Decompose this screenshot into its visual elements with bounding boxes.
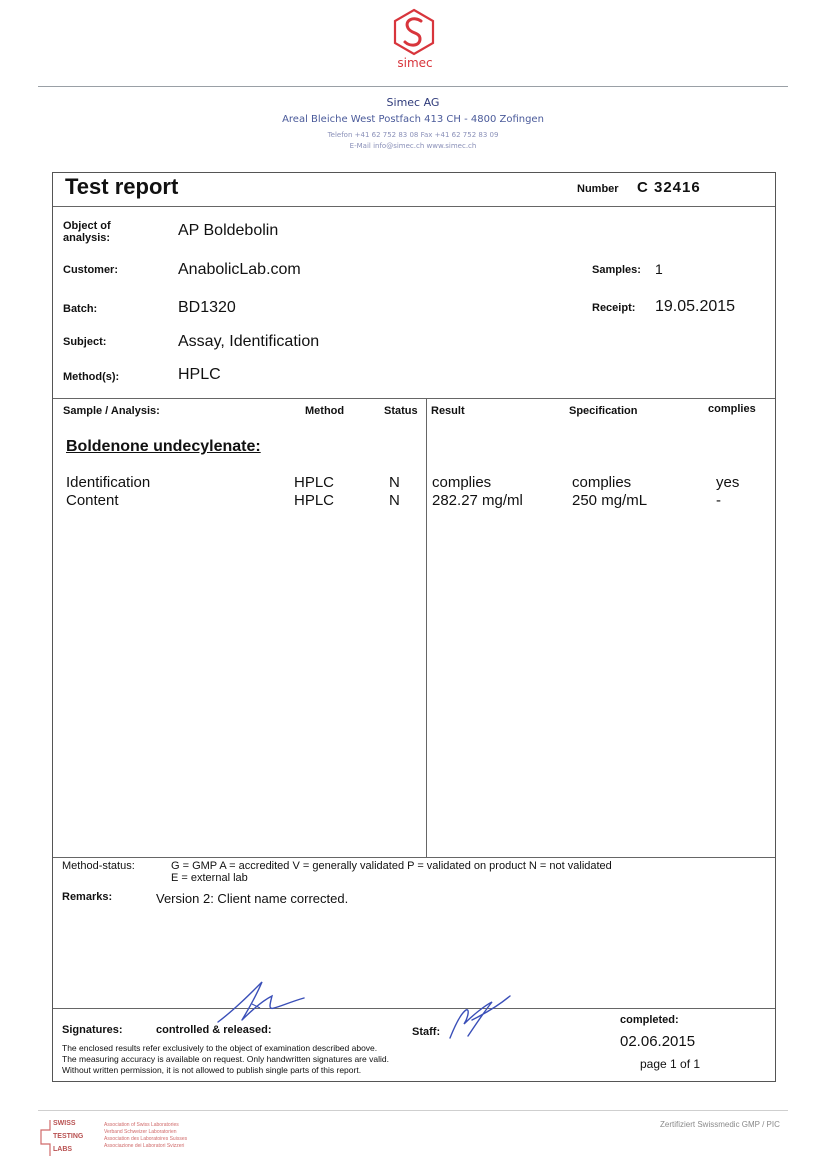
title-divider bbox=[53, 206, 775, 207]
table-row-2-specification: 250 mg/mL bbox=[572, 492, 648, 509]
association-line-2: Verband Schweizer Laboratorien bbox=[104, 1129, 177, 1135]
association-line-1: Association of Swiss Laboratories bbox=[104, 1122, 179, 1128]
header-specification: Specification bbox=[569, 405, 638, 417]
header-result: Result bbox=[431, 405, 465, 417]
logo-wordmark: simec bbox=[397, 56, 433, 70]
table-column-divider bbox=[426, 398, 427, 857]
table-row-1-complies: yes bbox=[716, 474, 740, 491]
header-complies: complies bbox=[708, 403, 756, 415]
report-number: C 32416 bbox=[637, 179, 701, 196]
header-divider bbox=[38, 86, 788, 87]
completed-date: 02.06.2015 bbox=[620, 1033, 696, 1050]
remarks-divider bbox=[53, 1008, 775, 1009]
association-line-4: Associazione dei Laboratori Svizzeri bbox=[104, 1143, 185, 1149]
method-status-legend-2: E = external lab bbox=[171, 872, 248, 884]
table-row-1-analysis: Identification bbox=[66, 474, 151, 491]
testing-text: TESTING bbox=[53, 1133, 84, 1140]
section-title: Boldenone undecylenate: bbox=[66, 438, 261, 455]
table-row-2-result: 282.27 mg/ml bbox=[432, 492, 523, 509]
controlled-released-label: controlled & released: bbox=[156, 1024, 272, 1036]
customer-value: AnabolicLab.com bbox=[178, 261, 301, 278]
company-email: E-Mail info@simec.ch www.simec.ch bbox=[349, 142, 477, 150]
batch-label: Batch: bbox=[63, 303, 98, 315]
report-title: Test report bbox=[65, 174, 179, 199]
company-address: Areal Bleiche West Postfach 413 CH - 4800 Zofingen bbox=[282, 114, 544, 125]
swiss-testing-labs-logo bbox=[40, 1118, 100, 1158]
signatures-label: Signatures: bbox=[62, 1024, 123, 1036]
subject-label: Subject: bbox=[63, 336, 107, 348]
company-name: Simec AG bbox=[386, 96, 440, 109]
association-names bbox=[104, 1122, 187, 1150]
staff-signature bbox=[444, 994, 514, 1042]
disclaimer-line-1: The enclosed results refer exclusively to the object of examination described above. bbox=[62, 1043, 378, 1053]
controller-signature bbox=[212, 976, 308, 1028]
object-label: Object of analysis: bbox=[63, 220, 111, 244]
labs-text: LABS bbox=[53, 1146, 73, 1153]
table-row-2-complies: - bbox=[716, 492, 721, 509]
samples-value: 1 bbox=[655, 261, 663, 277]
simec-logo-icon bbox=[392, 8, 436, 56]
batch-value: BD1320 bbox=[178, 299, 236, 316]
table-row-2-analysis: Content bbox=[66, 492, 119, 509]
header-method: Method bbox=[305, 405, 345, 417]
object-value: AP Boldebolin bbox=[178, 222, 279, 239]
table-row-2-method: HPLC bbox=[294, 492, 335, 509]
table-row-2-status: N bbox=[389, 492, 400, 509]
method-status-label: Method-status: bbox=[62, 860, 135, 872]
table-divider bbox=[53, 857, 775, 858]
swiss-text: SWISS bbox=[53, 1120, 76, 1127]
completed-label: completed: bbox=[620, 1014, 679, 1026]
table-row-1-method: HPLC bbox=[294, 474, 335, 491]
disclaimer-line-2: The measuring accuracy is available on request. Only handwritten signatures are valid. bbox=[62, 1054, 389, 1064]
report-number-label: Number bbox=[577, 183, 619, 195]
method-status-legend: G = GMP A = accredited V = generally validated P = validated on product N = not validated bbox=[171, 860, 612, 872]
header-sample-analysis: Sample / Analysis: bbox=[63, 405, 160, 417]
methods-value: HPLC bbox=[178, 366, 221, 383]
association-line-3: Association des Laboratoires Suisses bbox=[104, 1136, 188, 1142]
remarks-label: Remarks: bbox=[62, 891, 113, 903]
samples-label: Samples: bbox=[592, 264, 641, 276]
table-row-1-result: complies bbox=[432, 474, 492, 491]
disclaimer-line-3: Without written permission, it is not allowed to publish single parts of this report. bbox=[62, 1065, 362, 1075]
receipt-value: 19.05.2015 bbox=[655, 298, 736, 315]
staff-label: Staff: bbox=[412, 1026, 441, 1038]
fields-divider bbox=[53, 398, 775, 399]
table-row-1-status: N bbox=[389, 474, 400, 491]
header-status: Status bbox=[384, 405, 418, 417]
receipt-label: Receipt: bbox=[592, 302, 636, 314]
certification-text: Zertifiziert Swissmedic GMP / PIC bbox=[660, 1120, 780, 1129]
table-row-1-specification: complies bbox=[572, 474, 632, 491]
remarks-text: Version 2: Client name corrected. bbox=[156, 891, 349, 906]
page-indicator: page 1 of 1 bbox=[640, 1057, 701, 1071]
subject-value: Assay, Identification bbox=[178, 333, 320, 350]
methods-label: Method(s): bbox=[63, 371, 120, 383]
company-phone: Telefon +41 62 752 83 08 Fax +41 62 752 83 09 bbox=[327, 131, 499, 139]
customer-label: Customer: bbox=[63, 264, 119, 276]
footer-divider bbox=[38, 1110, 788, 1111]
